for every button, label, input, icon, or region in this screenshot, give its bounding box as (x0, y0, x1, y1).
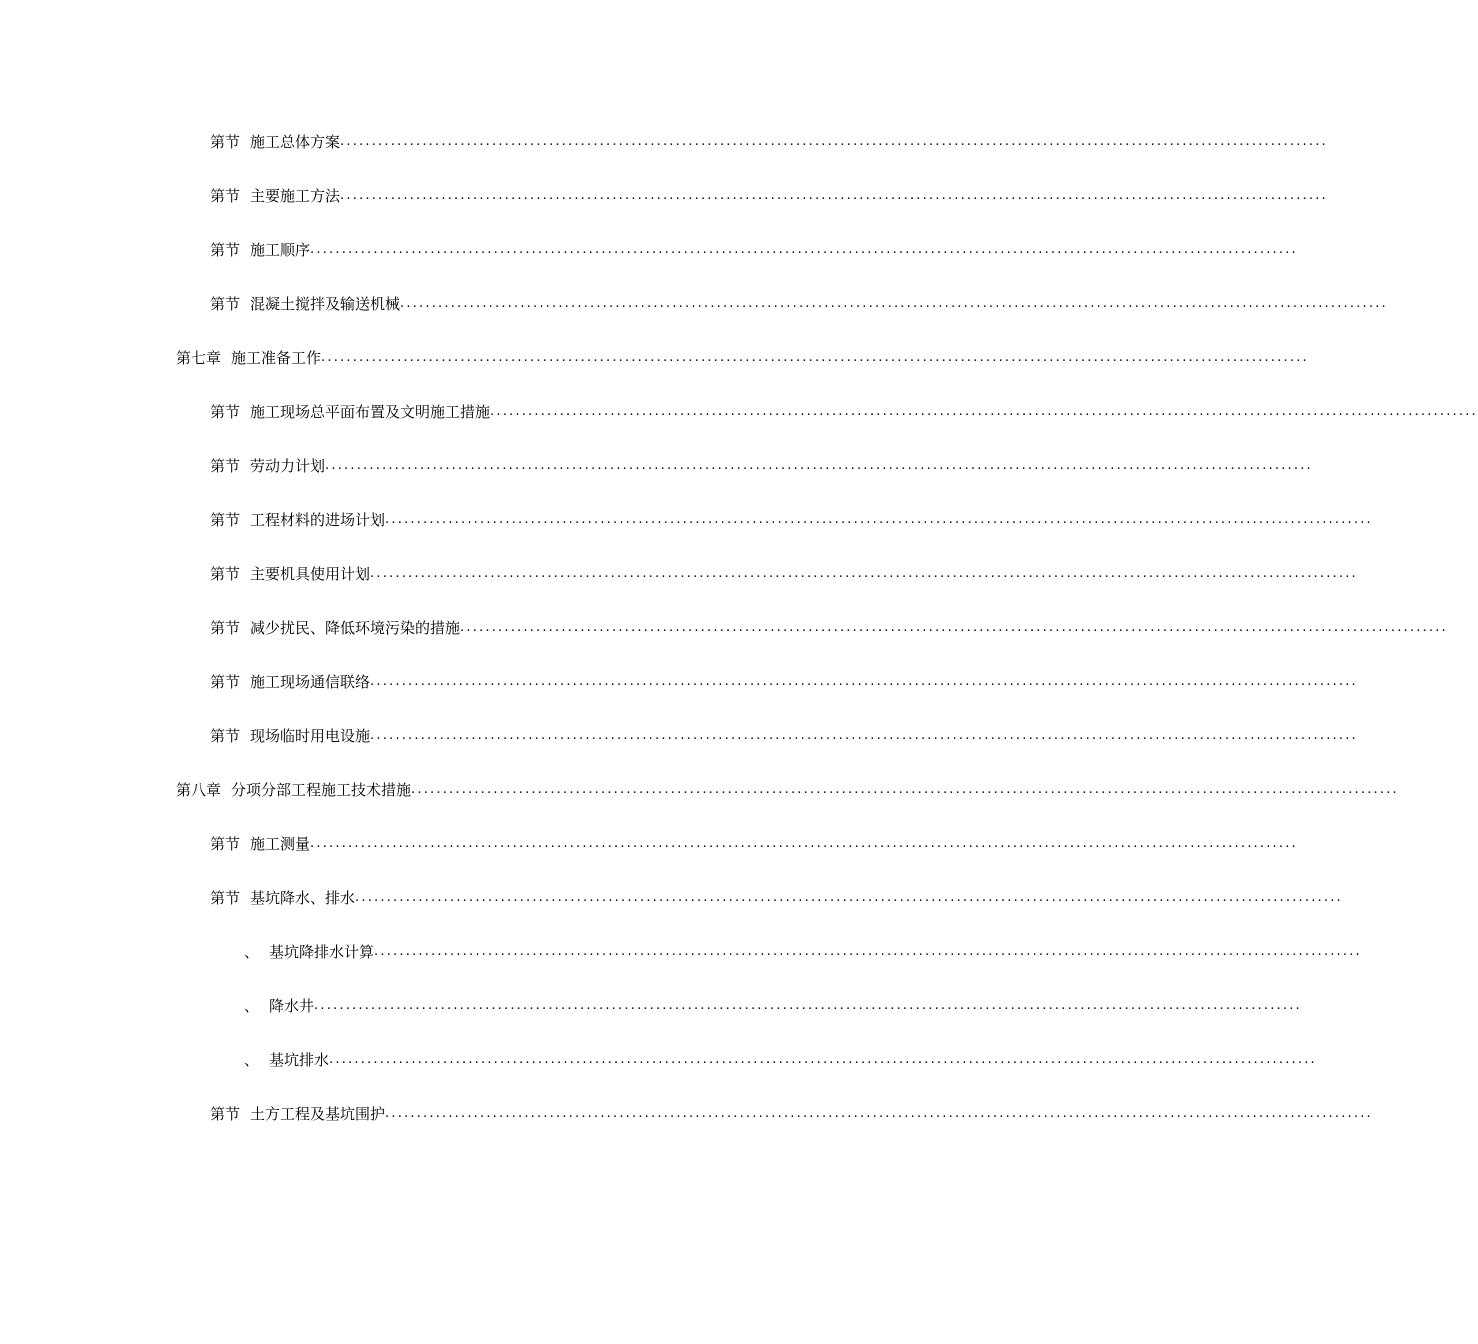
toc-entry-prefix: 、 (244, 943, 260, 961)
toc-entry-label (210, 456, 325, 476)
toc-entry[interactable] (210, 398, 1478, 422)
toc-entry-title: 劳动力计划 (250, 457, 326, 475)
toc-dot-leader: ............................................................................................................................................................ (370, 728, 1358, 743)
toc-entry-prefix: 第节 (210, 457, 241, 475)
toc-dot-leader: ............................................................................................................................................................ (411, 782, 1399, 797)
toc-entry-label (244, 996, 314, 1016)
toc-entry-title: 施工顺序 (250, 241, 311, 259)
toc-entry[interactable] (210, 506, 1373, 530)
toc-dot-leader: ............................................................................................................................................................ (321, 350, 1309, 365)
toc-dot-leader: ............................................................................................................................................................ (325, 458, 1313, 473)
toc-entry-label (210, 564, 370, 584)
toc-entry-title: 施工总体方案 (250, 133, 341, 151)
toc-dot-leader: ............................................................................................................................................................ (340, 188, 1328, 203)
toc-entry-title: 主要施工方法 (250, 187, 341, 205)
toc-entry-prefix: 第节 (210, 889, 241, 907)
toc-dot-leader: ............................................................................................................................................................ (400, 296, 1388, 311)
toc-entry-label (210, 240, 310, 260)
toc-entry[interactable] (210, 1100, 1373, 1124)
toc-chapter-entry[interactable] (176, 344, 1309, 368)
toc-entry-label (176, 348, 321, 368)
toc-entry-title: 施工测量 (250, 835, 311, 853)
toc-entry-title: 施工现场通信联络 (250, 673, 371, 691)
toc-dot-leader: ............................................................................................................................................................ (385, 1106, 1373, 1121)
toc-entry-label (210, 726, 370, 746)
toc-entry-prefix: 、 (244, 997, 260, 1015)
toc-entry-label (210, 672, 370, 692)
toc-entry[interactable] (210, 668, 1358, 692)
toc-entry-prefix: 第节 (210, 1105, 241, 1123)
toc-entry-title: 降水井 (269, 997, 315, 1015)
toc-dot-leader: ............................................................................................................................................................ (355, 890, 1343, 905)
toc-subentry[interactable] (244, 1046, 1317, 1070)
toc-entry-label (210, 618, 460, 638)
toc-entry-prefix: 第节 (210, 565, 241, 583)
toc-entry-title: 减少扰民、降低环境污染的措施 (250, 619, 461, 637)
toc-subentry[interactable] (244, 992, 1302, 1016)
toc-dot-leader: ............................................................................................................................................................ (460, 620, 1448, 635)
toc-entry-prefix: 第节 (210, 403, 241, 421)
toc-entry-title: 施工现场总平面布置及文明施工措施 (250, 403, 491, 421)
toc-dot-leader: ............................................................................................................................................................ (310, 242, 1298, 257)
toc-entry[interactable] (210, 452, 1313, 476)
toc-entry-prefix: 第节 (210, 619, 241, 637)
toc-entry-title: 工程材料的进场计划 (250, 511, 386, 529)
toc-entry-label (210, 132, 340, 152)
toc-entry-label (210, 294, 400, 314)
toc-entry-label (210, 510, 385, 530)
toc-entry-prefix: 第八章 (176, 781, 222, 799)
toc-entry-prefix: 、 (244, 1051, 260, 1069)
toc-entry[interactable] (210, 290, 1388, 314)
toc-entry-prefix: 第节 (210, 673, 241, 691)
toc-entry-prefix: 第节 (210, 511, 241, 529)
toc-entry-label (176, 780, 411, 800)
toc-chapter-entry[interactable] (176, 776, 1399, 800)
toc-entry[interactable] (210, 236, 1298, 260)
toc-entry[interactable] (210, 128, 1328, 152)
toc-dot-leader: ............................................................................................................................................................ (370, 674, 1358, 689)
toc-entry-label (210, 888, 355, 908)
toc-dot-leader: ............................................................................................................................................................ (310, 836, 1298, 851)
toc-entry[interactable] (210, 722, 1358, 746)
toc-entry-title: 土方工程及基坑围护 (250, 1105, 386, 1123)
toc-entry-title: 混凝土搅拌及输送机械 (250, 295, 401, 313)
toc-entry[interactable] (210, 614, 1448, 638)
toc-entry-label (244, 1050, 329, 1070)
toc-entry[interactable] (210, 830, 1298, 854)
toc-entry-label (210, 1104, 385, 1124)
toc-entry-label (244, 942, 374, 962)
toc-dot-leader: ............................................................................................................................................................ (340, 134, 1328, 149)
toc-subentry[interactable] (244, 938, 1362, 962)
toc-dot-leader: ............................................................................................................................................................ (329, 1052, 1317, 1067)
toc-dot-leader: ............................................................................................................................................................ (314, 998, 1302, 1013)
toc-entry-title: 施工准备工作 (231, 349, 322, 367)
toc-entry-prefix: 第节 (210, 295, 241, 313)
toc-entry-prefix: 第节 (210, 187, 241, 205)
toc-entry[interactable] (210, 560, 1358, 584)
toc-entry-label (210, 834, 310, 854)
toc-dot-leader: ............................................................................................................................................................ (374, 944, 1362, 959)
toc-entry[interactable] (210, 884, 1343, 908)
toc-entry-title: 主要机具使用计划 (250, 565, 371, 583)
toc-entry-prefix: 第节 (210, 241, 241, 259)
toc-entry-title: 基坑降排水计算 (269, 943, 375, 961)
toc-entry-label (210, 186, 340, 206)
toc-entry-title: 基坑排水 (269, 1051, 330, 1069)
toc-entry-prefix: 第节 (210, 727, 241, 745)
toc-dot-leader: ............................................................................................................................................................ (370, 566, 1358, 581)
toc-entry-title: 分项分部工程施工技术措施 (231, 781, 412, 799)
toc-entry[interactable] (210, 182, 1328, 206)
toc-entry-prefix: 第节 (210, 835, 241, 853)
toc-entry-title: 基坑降水、排水 (250, 889, 356, 907)
toc-dot-leader: ............................................................................................................................................................ (490, 404, 1478, 419)
toc-entry-prefix: 第节 (210, 133, 241, 151)
toc-entry-title: 现场临时用电设施 (250, 727, 371, 745)
toc-entry-prefix: 第七章 (176, 349, 222, 367)
toc-entry-label (210, 402, 490, 422)
toc-dot-leader: ............................................................................................................................................................ (385, 512, 1373, 527)
